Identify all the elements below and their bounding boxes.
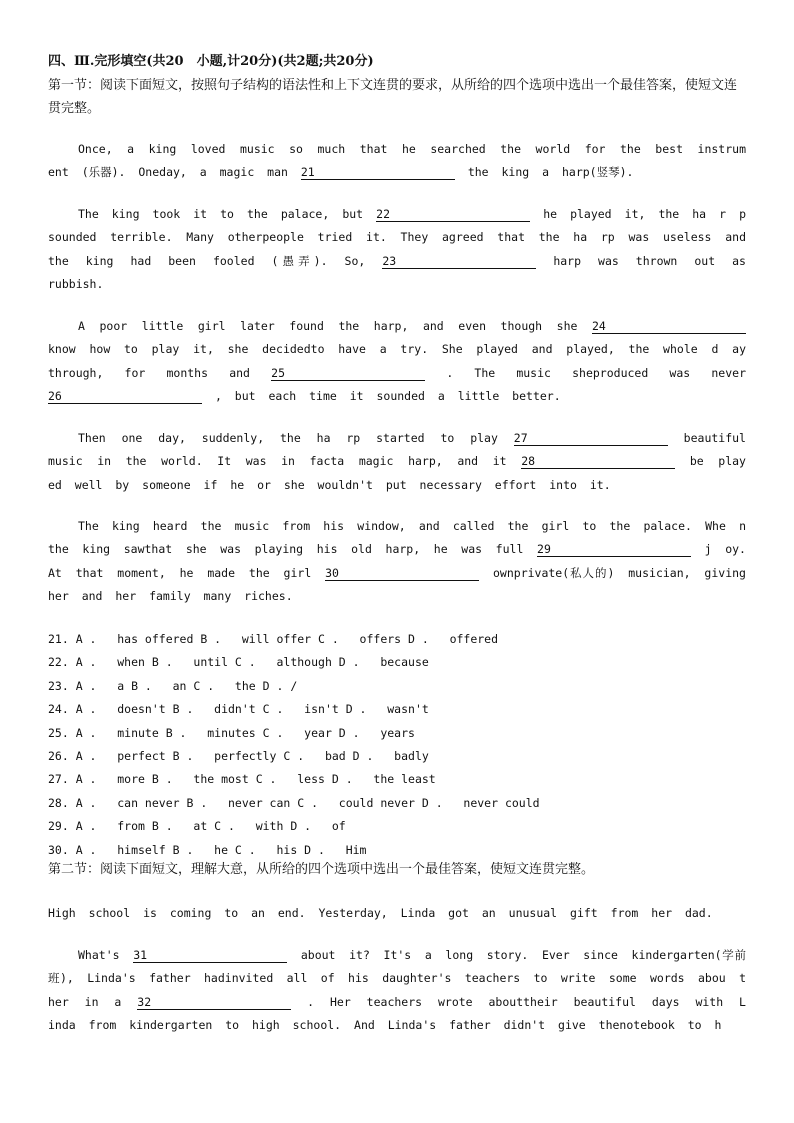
blank-26[interactable]: 26: [48, 389, 202, 404]
blank-28[interactable]: 28: [521, 454, 675, 469]
blank-21[interactable]: 21: [301, 165, 455, 180]
option-row-26[interactable]: 26. A . perfect B . perfectly C . bad D . badly: [48, 748, 429, 763]
text: The king heard the music from his window, and called the girl to the palace. Whe n the king sawthat she was playing his old harp, he was full: [48, 519, 746, 557]
section-heading: 四、Ⅲ.完形填空(共20 小题,计20分)(共2题;共20分): [48, 54, 374, 69]
text: . Her teachers wrote abouttheir beautiful days with L inda from kindergarten to high school. And Linda's father didn't give thenotebook to h: [48, 994, 746, 1032]
text: , but each time it sounded a little better.: [214, 388, 561, 403]
text: Then one day, suddenly, the ha rp started to play: [78, 431, 498, 445]
passage1-paragraph-3: [48, 315, 746, 408]
text: harp was thrown out as rubbish.: [48, 253, 746, 291]
passage2-paragraph-2: [48, 944, 746, 1037]
text: about it? It's a long story. Ever since kindergarten(学前班), Linda's father hadinvited all of his daughter's teachers to write some words abou t her in a: [48, 948, 746, 1009]
text: The king took it to the palace, but: [78, 207, 364, 221]
option-row-21[interactable]: 21. A . has offered B . will offer C . offers D . offered: [48, 632, 499, 646]
blank-23[interactable]: 23: [382, 254, 536, 269]
text: High school is coming to an end. Yesterday, Linda got an unusual gift from her dad.: [48, 906, 713, 920]
section2-instructions: 第二节：阅读下面短文，理解大意，从所给的四个选项中选出一个最佳答案，使短文连贯完整。: [48, 862, 595, 877]
blank-31[interactable]: 31: [133, 948, 287, 963]
passage1-paragraph-5: [48, 515, 746, 608]
passage1-paragraph-1: [48, 138, 746, 185]
text: j oy. At that moment, he made the girl: [48, 542, 746, 580]
option-row-28[interactable]: 28. A . can never B . never can C . could never D . never could: [48, 795, 540, 810]
passage2-paragraph-1: [48, 902, 746, 925]
text: beautiful music in the world. It was in facta magic harp, and it: [48, 431, 746, 469]
blank-27[interactable]: 27: [514, 431, 668, 446]
text: the king a harp(竖琴).: [467, 165, 634, 180]
text: he played it, the ha r p sounded terrible. Many otherpeople tried it. They agreed that the ha rp was useless and the king had been fooled (愚弄). So,: [48, 207, 747, 268]
blank-32[interactable]: 32: [137, 995, 291, 1010]
text: know how to play it, she decidedto have a try. She played and played, the whole d ay through, for months and: [48, 342, 746, 380]
text: Once, a king loved music so much that he searched the world for the best instrum ent (乐器). Oneday, a magic man: [48, 142, 746, 180]
blank-25[interactable]: 25: [271, 366, 425, 381]
text: A poor little girl later found the harp, and even though she: [78, 319, 578, 333]
option-row-23[interactable]: 23. A . a B . an C . the D . /: [48, 678, 298, 693]
option-row-24[interactable]: 24. A . doesn't B . didn't C . isn't D . wasn't: [48, 702, 429, 717]
text: What's: [78, 948, 120, 962]
blank-30[interactable]: 30: [325, 566, 479, 581]
text: . The music sheproduced was never: [446, 365, 746, 380]
text: be play ed well by someone if he or she wouldn't put necessary effort into it.: [48, 454, 746, 492]
option-row-30[interactable]: 30. A . himself B . he C . his D . Him: [48, 842, 367, 857]
blank-24[interactable]: 24: [592, 319, 746, 334]
passage1-paragraph-4: [48, 427, 746, 497]
section1-instructions: 第一节：阅读下面短文，按照句子结构的语法性和上下文连贯的要求，从所给的四个选项中选出一个最佳答案，使短文连贯完整。: [48, 78, 738, 116]
option-row-22[interactable]: 22. A . when B . until C . although D . because: [48, 655, 429, 670]
answer-options: [48, 628, 748, 862]
blank-22[interactable]: 22: [376, 207, 530, 222]
text: ownprivate(私人的) musician, giving her and her family many riches.: [48, 565, 746, 603]
option-row-29[interactable]: 29. A . from B . at C . with D . of: [48, 819, 346, 834]
option-row-27[interactable]: 27. A . more B . the most C . less D . the least: [48, 772, 436, 787]
passage1-paragraph-2: [48, 203, 746, 296]
option-row-25[interactable]: 25. A . minute B . minutes C . year D . years: [48, 725, 415, 740]
blank-29[interactable]: 29: [537, 542, 691, 557]
